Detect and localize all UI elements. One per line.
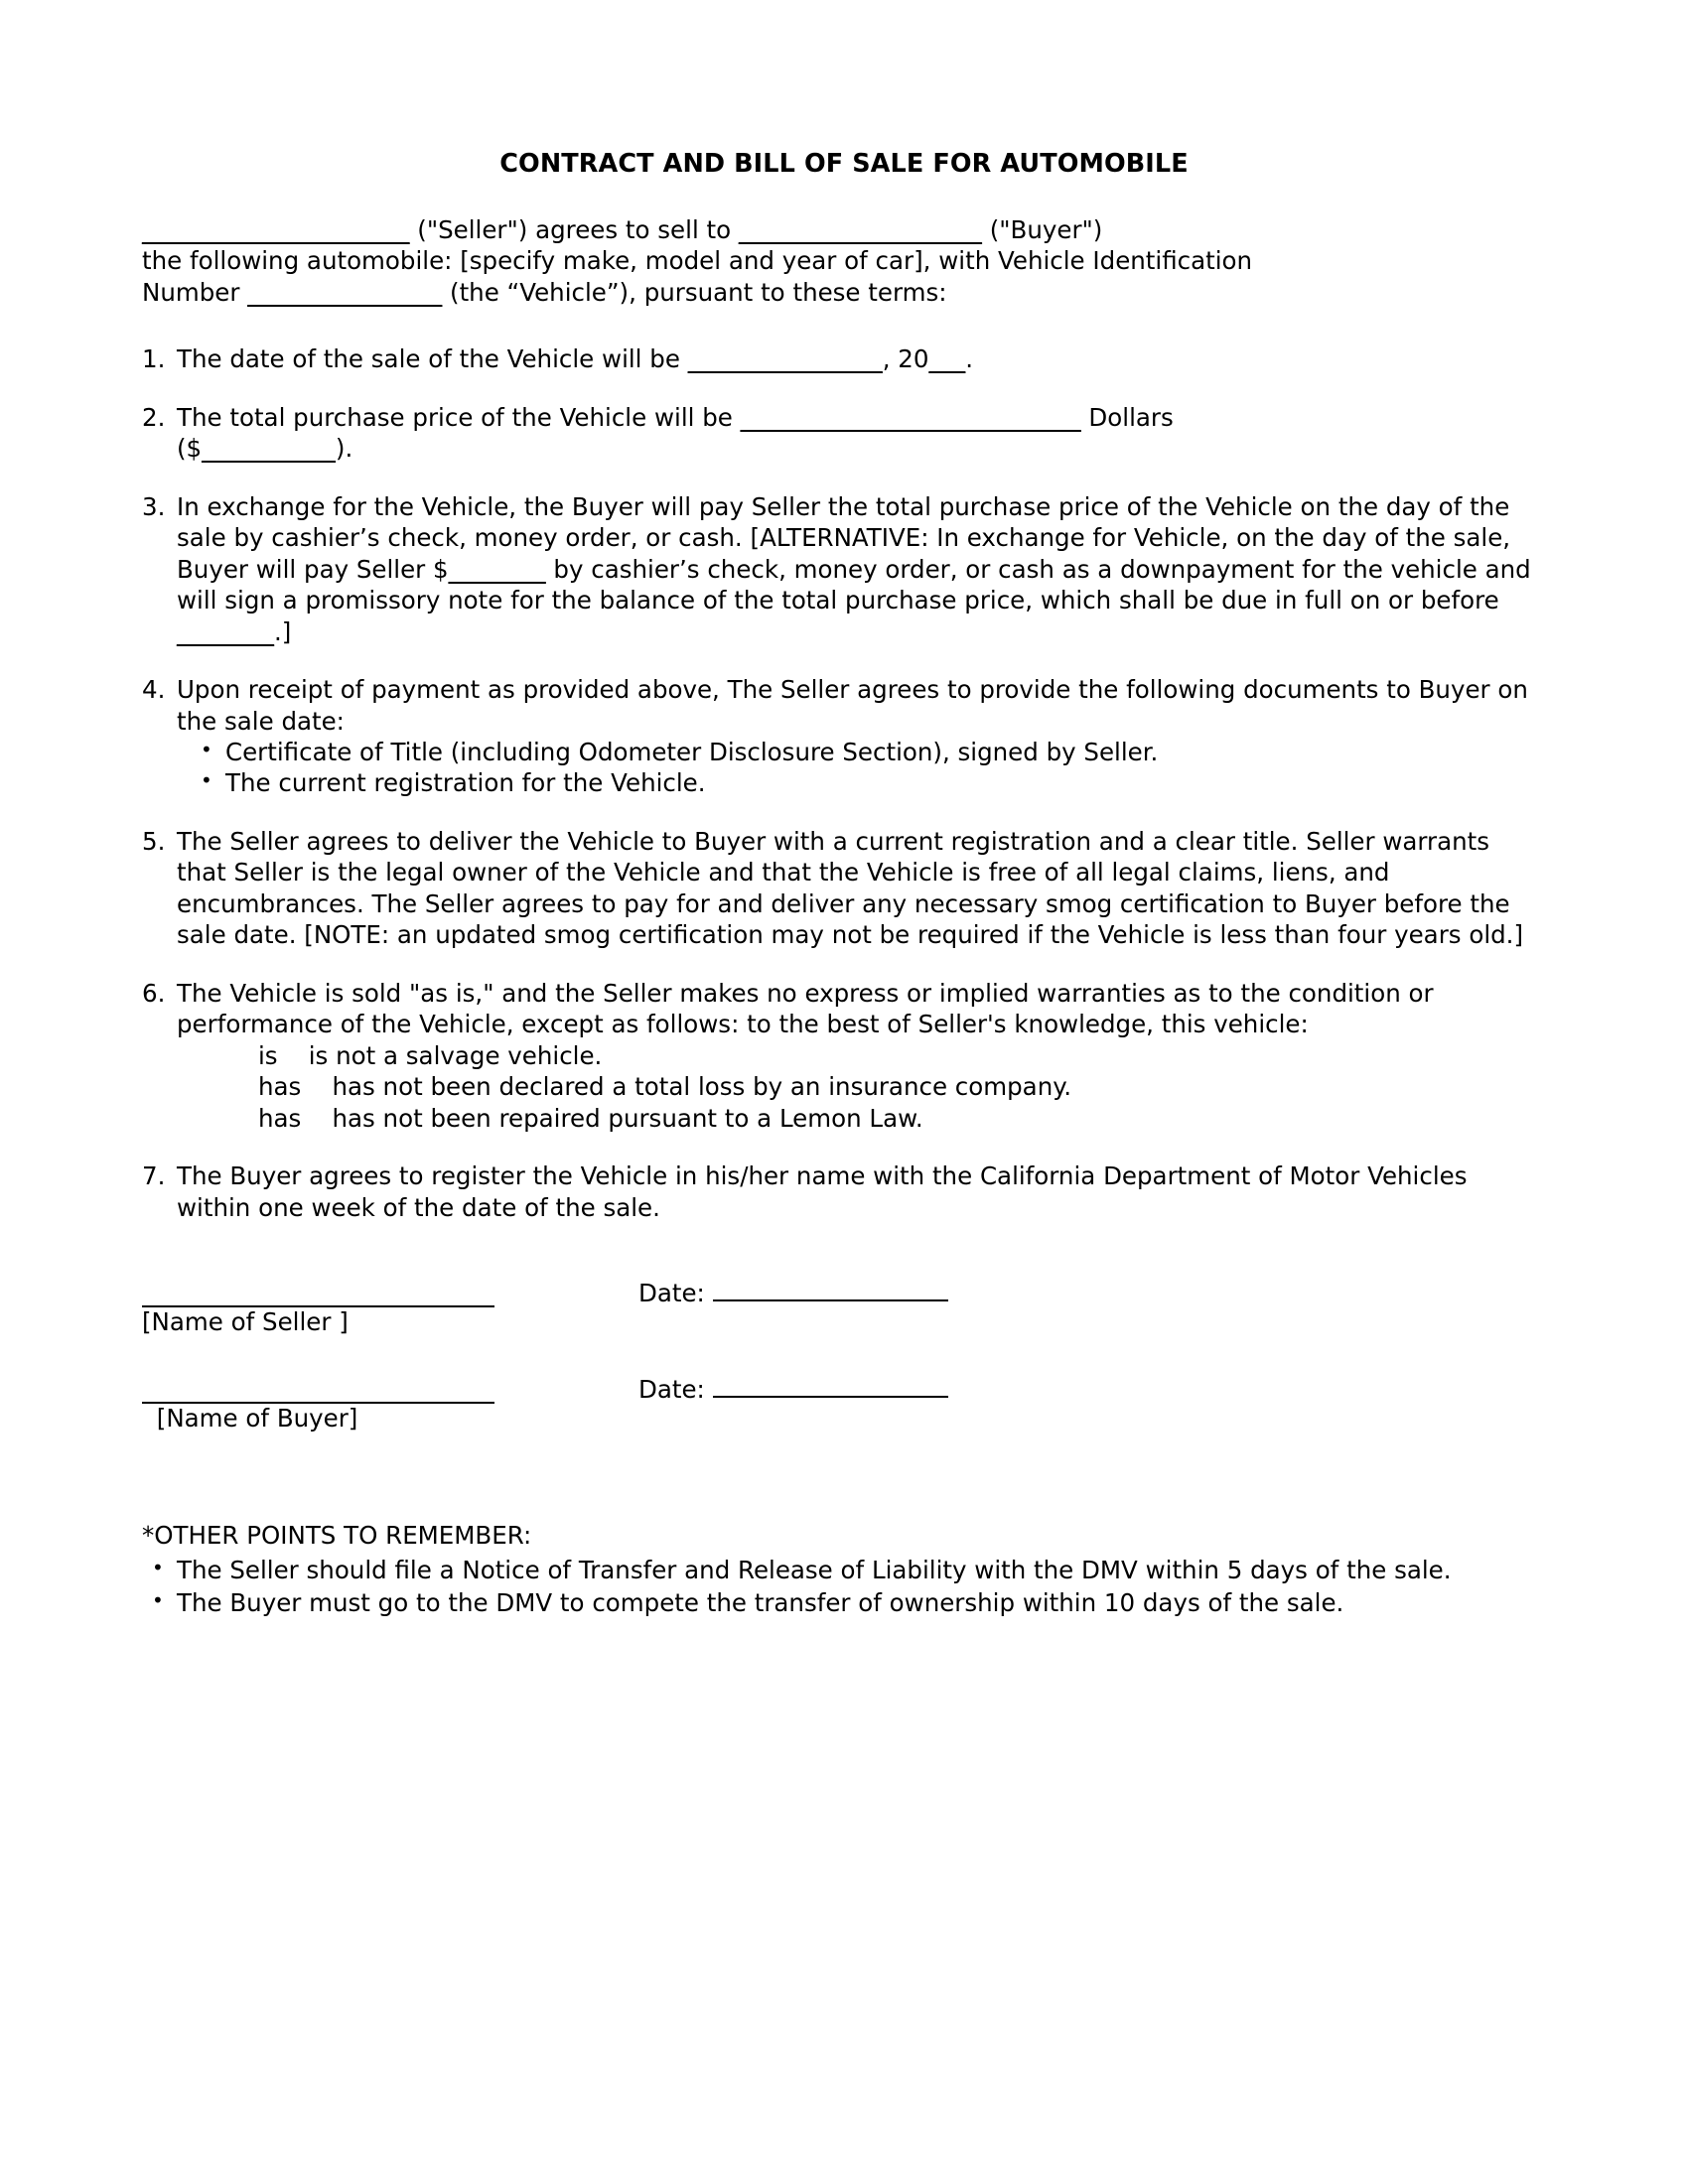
buyer-name-blank[interactable]: ____________________ [738,214,982,244]
buyer-signature-row [142,1377,1546,1473]
seller-name-blank[interactable]: ______________________ [142,214,410,244]
list-item [142,1555,1546,1585]
buyer-date-field [638,1375,948,1406]
document-body [142,149,1546,1620]
list-item [142,1587,1546,1618]
other-points-section [142,1520,1546,1618]
clause-item-2 [142,402,1546,465]
seller-date-line[interactable] [713,1279,948,1301]
clause-text-2b: Dollars [1080,402,1174,432]
page-title: CONTRACT AND BILL OF SALE FOR AUTOMOBILE [499,149,1189,179]
bullet-icon: • [201,768,212,793]
clause-text-1c: . [965,344,974,374]
condition-option-total-loss[interactable]: has has not been declared a total loss by an insurance company. [258,1072,1072,1102]
clause-text-2a: The total purchase price of the Vehicle will be [177,402,741,432]
clause-number-7: 7. [142,1161,166,1191]
list-item [191,767,1546,798]
bullet-text: The Seller should file a Notice of Transfer and Release of Liability with the DMV within 5 days of the sale. [177,1555,1452,1584]
clause-item-4 [142,674,1546,799]
bullet-text: The Buyer must go to the DMV to compete the transfer of ownership within 10 days of the sale. [177,1588,1344,1617]
clause-item-5 [142,826,1546,951]
bullet-text: The current registration for the Vehicle. [225,768,706,798]
intro-text-1: ("Seller") agrees to sell to [409,214,739,244]
intro-text-3: the following automobile: [specify make, model and year of car], with Vehicle Identification [142,246,1253,276]
clause-text-3a: In exchange for the Vehicle, the Buyer will pay Seller the total purchase price of the Vehicle on the day of the sale by cashier’s check, money order, or cash. [ALTERNATIVE: In exchange for Vehicle, on the day of the sale, Buyer will pay Seller $ [177,491,1511,584]
seller-name-label: [Name of Seller ] [142,1307,349,1337]
bullet-icon: • [152,1555,164,1579]
buyer-name-label: [Name of Buyer] [149,1404,358,1433]
intro-text-4: Number [142,277,248,307]
clause-item-1 [142,343,1546,374]
clause-text-1a: The date of the sale of the Vehicle will be [177,344,688,374]
sale-year-blank[interactable]: ___ [928,344,966,374]
clause-text-3b: by cashier’s check, money order, or cash as a downpayment for the vehicle and will sign a promissory note for the balance of the total purchase price, which shall be due in full on or before [177,554,1531,615]
seller-signature-row [142,1281,1546,1377]
clause-text-1b: , 20 [882,344,929,374]
clause-text-6: The Vehicle is sold "as is," and the Seller makes no express or implied warranties as to the condition or performance of the Vehicle, except as follows: to the best of Seller's knowledge, this vehicle: [177,978,1434,1039]
balance-due-date-blank[interactable]: ________ [177,616,274,646]
intro-text-2: ("Buyer") [981,214,1103,244]
buyer-date-line[interactable] [713,1375,948,1398]
clause-number-2: 2. [142,402,166,432]
clause-4-bullet-list [177,737,1546,799]
clause-item-3 [142,491,1546,647]
clause-number-5: 5. [142,826,166,856]
vin-blank[interactable]: ________________ [247,277,443,307]
clause-item-7 [142,1160,1546,1223]
intro-text-5: (the “Vehicle”), pursuant to these terms: [442,277,947,307]
clause-number-1: 1. [142,344,166,374]
signature-block [142,1281,1546,1473]
downpayment-amount-blank[interactable]: ________ [448,554,546,584]
purchase-price-amount-blank[interactable]: ___________ [202,434,336,464]
clause-text-5: The Seller agrees to deliver the Vehicle to Buyer with a current registration and a clear title. Seller warrants that Seller is the legal owner of the Vehicle and that the Vehicle is free of all legal claims, liens, and encumbrances. The Seller agrees to pay for and deliver any necessary smog certification to Buyer before the sale date. [NOTE: an updated smog certification may not be required if the Vehicle is less than four years old.] [177,826,1524,950]
bullet-icon: • [152,1588,164,1612]
seller-signature-line[interactable] [142,1281,494,1307]
clause-text-4: Upon receipt of payment as provided above, The Seller agrees to provide the following documents to Buyer on the sale date: [177,675,1528,736]
clause-text-2d: ). [335,434,353,464]
list-item [191,737,1546,767]
clause-text-3c: .] [274,616,292,646]
clause-number-4: 4. [142,675,166,705]
condition-option-lemon-law[interactable]: has has not been repaired pursuant to a Lemon Law. [258,1103,923,1133]
other-points-heading: *OTHER POINTS TO REMEMBER: [142,1521,532,1551]
intro-paragraph [142,214,1546,308]
bullet-icon: • [201,737,212,761]
clause-text-7: The Buyer agrees to register the Vehicle in his/her name with the California Department of Motor Vehicles within one week of the date of the sale. [177,1161,1468,1222]
buyer-signature-line[interactable] [142,1377,494,1404]
buyer-date-label: Date: [638,1375,705,1405]
sale-date-blank[interactable]: ________________ [687,344,883,374]
purchase-price-words-blank[interactable]: ____________________________ [740,402,1081,432]
clause-text-2c: ($ [177,434,203,464]
seller-date-field [638,1279,948,1309]
clause-number-3: 3. [142,491,166,521]
other-points-list [142,1555,1546,1619]
condition-option-salvage[interactable]: is is not a salvage vehicle. [258,1040,603,1070]
vehicle-condition-options [177,1040,1546,1134]
seller-date-label: Date: [638,1279,705,1308]
bullet-text: Certificate of Title (including Odometer Disclosure Section), signed by Seller. [225,737,1159,766]
clause-list [142,343,1546,1223]
clause-number-6: 6. [142,978,166,1008]
clause-item-6 [142,978,1546,1134]
